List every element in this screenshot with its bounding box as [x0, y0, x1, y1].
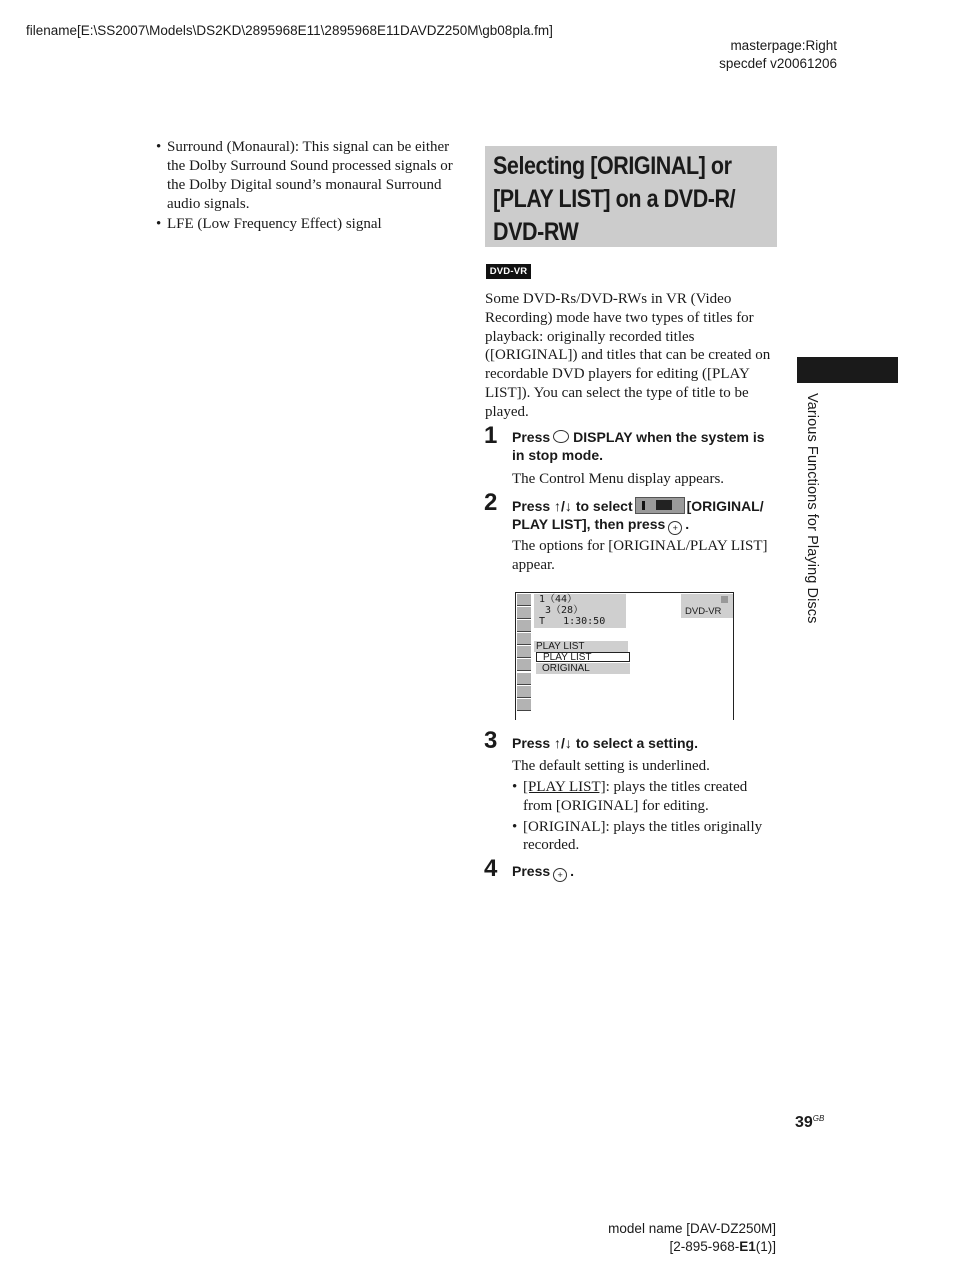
step-4-number: 4: [484, 855, 498, 882]
step-2-end: .: [685, 515, 690, 532]
masterpage-header: masterpage:Right: [730, 38, 837, 53]
title-line: DVD-RW: [493, 218, 579, 246]
menu-header-label: PLAY LIST: [534, 641, 628, 652]
disc-type-panel: [681, 594, 733, 618]
option-detail: : plays the titles created from [ORIGINAL] for editing.: [523, 779, 748, 814]
menu-icon: [517, 699, 531, 711]
display-button-icon: [553, 430, 569, 443]
chapter-title: Various Functions for Playing Discs: [804, 393, 820, 624]
menu-icon: [517, 594, 531, 606]
code-post: (1)]: [755, 1239, 776, 1254]
dvd-vr-badge: DVD-VR: [486, 264, 531, 279]
menu-icon: [517, 646, 531, 658]
step-4-end: .: [570, 863, 575, 879]
bullet-item: • Surround (Monaural): This signal can be either the Dolby Surround Sound processed signals or the Dolby Digital sound’s monaural Surround audio signals.: [156, 138, 456, 214]
step-1-pre: Press: [512, 429, 551, 445]
bullet-item: • LFE (Low Frequency Effect) signal: [156, 215, 456, 234]
menu-icon: [517, 620, 531, 632]
step-2-pre: Press ↑/↓ to select: [512, 498, 633, 514]
section-title-box: [485, 146, 777, 247]
title-line: [PLAY LIST] on a DVD-R/: [493, 185, 736, 213]
intro-paragraph: Some DVD-Rs/DVD-RWs in VR (Video Recording) mode have two types of titles for playback: originally recorded titles ([ORIGINAL]) and titles that can be created on recordable DVD players for editing ([PLAY LIST]). You can select the type of title to be played.: [485, 291, 771, 420]
original-playlist-menu-icon: [635, 497, 685, 514]
chapter-readout: 3（28）: [539, 605, 584, 616]
step-2-number: 2: [484, 489, 498, 516]
step-1-instruction: [512, 429, 780, 464]
page-number-value: 39: [795, 1114, 813, 1131]
option-description: • [ORIGINAL]: plays the titles originally recorded.: [512, 818, 780, 856]
title-line: Selecting [ORIGINAL] or: [493, 152, 732, 180]
filename-header: filename[E:\SS2007\Models\DS2KD\2895968E11\2895968E11DAVDZ250M\gb08pla.fm]: [26, 23, 553, 38]
menu-option: ORIGINAL: [536, 663, 630, 674]
step-1-number: 1: [484, 422, 498, 449]
left-bullet-list: [156, 138, 456, 235]
step-4-pre: Press: [512, 863, 551, 879]
chapter-side-tab: [797, 357, 898, 383]
menu-icon: [517, 633, 531, 645]
default-option-name: [PLAY LIST]: [523, 779, 606, 795]
page-number-suffix: GB: [812, 1114, 825, 1123]
step-3-options: [512, 778, 780, 855]
chapter-side-label: [804, 393, 826, 683]
status-square-icon: [721, 596, 728, 603]
step-3-instruction: Press ↑/↓ to select a setting.: [512, 735, 698, 751]
menu-icon: [517, 659, 531, 671]
step-1-result: The Control Menu display appears.: [512, 471, 725, 487]
code-bold: E1: [739, 1239, 756, 1254]
menu-icon: [517, 607, 531, 619]
model-name-footer: model name [DAV-DZ250M]: [608, 1221, 776, 1236]
menu-option-selected: PLAY LIST: [536, 652, 630, 662]
code-pre: [2-895-968-: [669, 1239, 740, 1254]
enter-button-icon: +: [553, 868, 567, 882]
step-2-result: The options for [ORIGINAL/PLAY LIST] appear.: [512, 538, 768, 573]
section-title: [493, 150, 768, 249]
step-3-note: The default setting is underlined.: [512, 758, 710, 774]
title-readout: 1（44）: [539, 594, 578, 605]
specdef-header: specdef v20061206: [719, 56, 837, 71]
time-readout: T 1:30:50: [539, 616, 606, 627]
step-2-mid: [ORIGINAL/ PLAY LIST], then press: [512, 498, 764, 532]
step-4-instruction: [512, 863, 780, 882]
menu-icon: [517, 673, 531, 685]
enter-button-icon: +: [668, 521, 682, 535]
playback-info-panel: [534, 594, 626, 628]
model-code-footer: [669, 1238, 776, 1256]
step-2-instruction: [512, 497, 780, 535]
disc-type-label: DVD-VR: [685, 606, 722, 617]
menu-icon: [517, 686, 531, 698]
control-menu-icon-column: [517, 594, 531, 712]
option-description: [512, 778, 780, 816]
step-3-number: 3: [484, 727, 498, 754]
step-1-post: DISPLAY when the system is in stop mode.: [512, 429, 765, 463]
page-number: [795, 1114, 824, 1132]
